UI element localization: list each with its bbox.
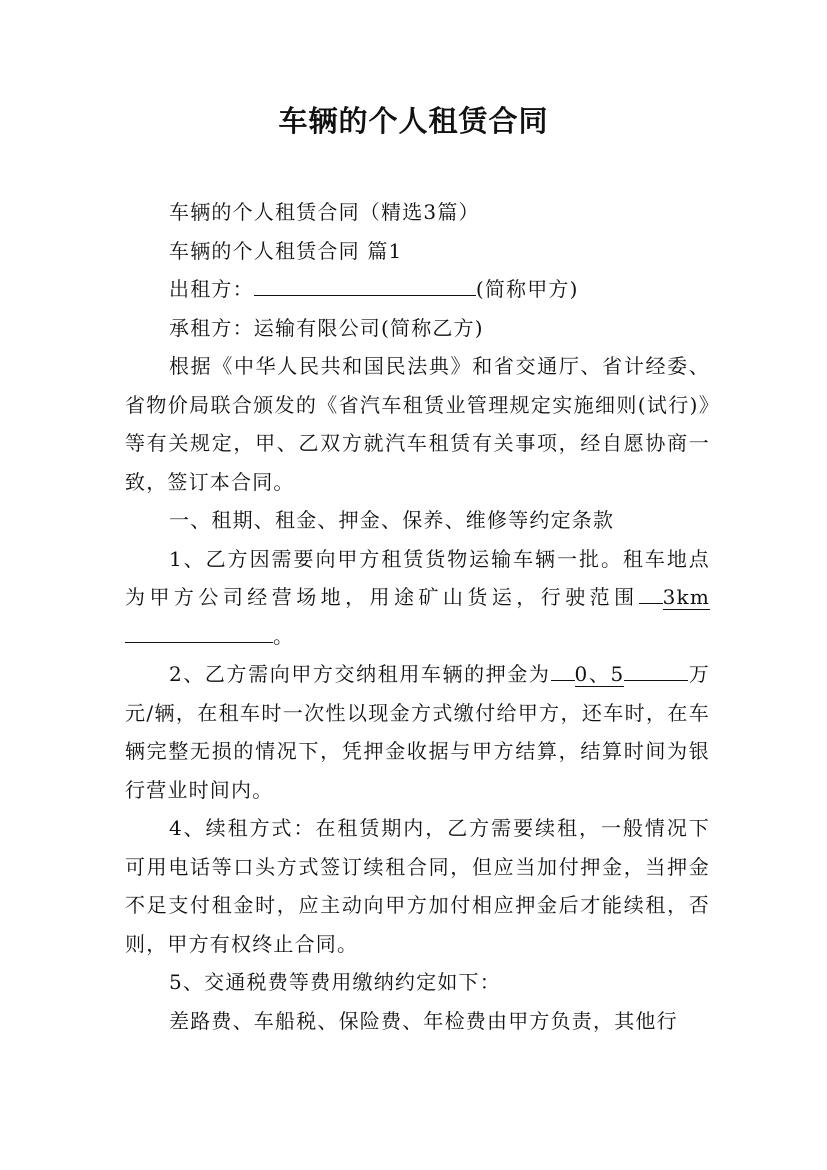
paragraph-clause-4: 4、续租方式：在租赁期内，乙方需要续租，一般情况下可用电话等口头方式签订续租合同，但应当加付押金，当押金不足支付租金时，应主动向甲方加付相应押金后才能续租，否则，甲方有权终止合同。 (125, 816, 710, 956)
lessor-blank (254, 294, 476, 296)
paragraph-clause-5: 5、交通税费等费用缴纳约定如下： (169, 970, 501, 994)
paragraph-fees: 差路费、车船税、保险费、年检费由甲方负责，其他行 (169, 1008, 678, 1033)
paragraph-lessee: 承租方：运输有限公司(简称乙方) (169, 315, 484, 340)
paragraph-clause-title: 一、租期、租金、押金、保养、维修等约定条款 (169, 508, 615, 532)
document-body (125, 193, 710, 1040)
clause-1-end: 。 (273, 623, 295, 648)
range-value: 3km (662, 585, 710, 609)
range-blank-after (125, 641, 273, 643)
paragraph-section-title: 车辆的个人租赁合同 篇1 (169, 238, 403, 263)
clause-2-text-end: 万元/辆，在租车时一次性以现金方式缴付给甲方，还车时，在车辆完整无损的情况下，凭押金收据与甲方结算，结算时间为银行营业时间内。 (125, 662, 710, 802)
lessor-label: 出租方： (169, 277, 254, 301)
paragraph-basis: 根据《中华人民共和国民法典》和省交通厅、省计经委、省物价局联合颁发的《省汽车租赁业管理规定实施细则(试行)》等有关规定，甲、乙双方就汽车租赁有关事项，经自愿协商一致，签订本合同。 (125, 354, 710, 494)
range-blank-before (639, 602, 663, 604)
deposit-blank-after (624, 679, 688, 681)
clause-1-text: 1、乙方因需要向甲方租赁货物运输车辆一批。租车地点为甲方公司经营场地，用途矿山货运，行驶范围 (125, 546, 710, 609)
clause-2-text-start: 2、乙方需向甲方交纳租用车辆的押金为 (169, 662, 551, 686)
paragraph-heading: 车辆的个人租赁合同（精选3篇） (169, 200, 480, 224)
paragraph-clause-2 (125, 655, 710, 809)
paragraph-clause-1 (125, 540, 710, 656)
document-title: 车辆的个人租赁合同 (278, 104, 549, 138)
deposit-value: 0、5 (574, 662, 625, 686)
paragraph-lessor (125, 270, 710, 309)
deposit-blank-before (551, 679, 575, 681)
lessor-suffix: (简称甲方) (475, 277, 579, 301)
